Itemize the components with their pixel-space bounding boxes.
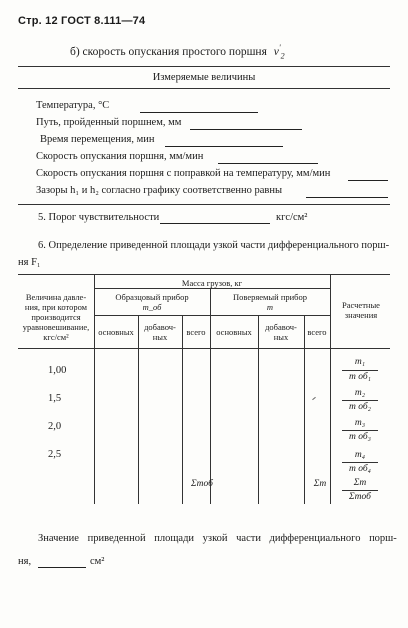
measured-row-gaps: Зазоры h₁ и h₂ согласно графику соответственно равны bbox=[36, 185, 283, 196]
footer-line1: Значение приведенной площади узкой части дифференциального порш- bbox=[38, 533, 397, 544]
sub-add-ref: добавоч- ных bbox=[144, 322, 176, 342]
pressure-3: 2,0 bbox=[48, 421, 62, 432]
vline-4 bbox=[210, 288, 211, 504]
header-test: Поверяемый прибор bbox=[233, 292, 307, 302]
calc-1-num: m₁ bbox=[354, 357, 366, 367]
sum-ref: Σmоб bbox=[191, 479, 213, 489]
page-header: Стр. 12 ГОСТ 8.111—74 bbox=[18, 15, 146, 27]
vline-5 bbox=[258, 315, 259, 504]
pressure-1: 1,00 bbox=[48, 365, 67, 376]
section-6-cont: ня F₁ bbox=[18, 257, 41, 268]
stray-mark bbox=[312, 397, 316, 400]
footer-unit: см² bbox=[90, 556, 105, 567]
section-5 bbox=[38, 212, 159, 223]
rule-under-title bbox=[18, 88, 390, 89]
header-ref: Образцовый прибор bbox=[115, 292, 189, 302]
section-6b bbox=[70, 43, 285, 60]
calc-4-den: m об₄ bbox=[349, 464, 371, 474]
calc-3-bar bbox=[342, 430, 378, 431]
calc-2-bar bbox=[342, 400, 378, 401]
rule-bottom bbox=[18, 204, 390, 205]
section-5-label: 5. Порог чувствительности bbox=[38, 212, 160, 223]
sum-calc-bar bbox=[342, 490, 378, 491]
header-mass: Масса грузов, кг bbox=[181, 278, 243, 288]
blank-gaps[interactable] bbox=[306, 197, 388, 198]
sub-main-ref: основных bbox=[98, 327, 134, 337]
sum-calc-num: Σm bbox=[353, 478, 367, 488]
measured-row-speed: Скорость опускания поршня, мм/мин bbox=[36, 151, 204, 162]
footer-line2: ня, bbox=[18, 556, 32, 567]
rule-top bbox=[18, 66, 390, 67]
blank-speed[interactable] bbox=[218, 163, 318, 164]
header-pressure: Величина давле- ния, при котором производится уравновешивание, кгс/см² bbox=[22, 292, 90, 342]
calc-3-den: m об₃ bbox=[349, 432, 371, 442]
vline-6 bbox=[304, 315, 305, 504]
velocity-symbol-sub: 2 bbox=[280, 51, 285, 61]
calc-2-den: m об₂ bbox=[349, 402, 371, 412]
header-calc: Расчетные значения bbox=[342, 300, 380, 320]
sub-total-test: всего bbox=[307, 327, 327, 337]
sum-calc-den: Σmоб bbox=[349, 492, 371, 502]
measured-row-path: Путь, пройденный поршнем, мм bbox=[36, 117, 182, 128]
calc-2-num: m₂ bbox=[354, 388, 366, 398]
calc-1-bar bbox=[342, 370, 378, 371]
pressure-4: 2,5 bbox=[48, 449, 62, 460]
blank-time[interactable] bbox=[165, 146, 283, 147]
measured-row-time: Время перемещения, мин bbox=[40, 134, 155, 145]
section-6b-label: б) скорость опускания простого поршня bbox=[70, 45, 267, 58]
table-top bbox=[18, 274, 390, 275]
blank-threshold[interactable] bbox=[160, 223, 270, 224]
blank-area[interactable] bbox=[38, 567, 86, 568]
table-header-bottom bbox=[18, 348, 390, 349]
sum-test: Σm bbox=[313, 479, 327, 489]
section-6: 6. Определение приведенной площади узкой части дифференциального порш- bbox=[38, 240, 390, 251]
blank-speed-corrected[interactable] bbox=[348, 180, 388, 181]
vline-2 bbox=[138, 315, 139, 504]
sub-main-test: основных bbox=[216, 327, 252, 337]
sub-total-ref: всего bbox=[186, 327, 206, 337]
pressure-2: 1,5 bbox=[48, 393, 62, 404]
velocity-symbol-sup: ' bbox=[278, 43, 281, 52]
header-test-sym: m bbox=[266, 302, 274, 312]
velocity-symbol bbox=[273, 43, 285, 61]
table-group-under bbox=[94, 315, 330, 316]
blank-temperature[interactable] bbox=[140, 112, 258, 113]
section-5-unit: кгс/см² bbox=[276, 212, 308, 223]
calc-4-bar bbox=[342, 462, 378, 463]
sub-add-test: добавоч- ных bbox=[265, 322, 297, 342]
blank-path[interactable] bbox=[190, 129, 302, 130]
measured-row-temperature: Температура, °С bbox=[36, 100, 110, 111]
calc-3-num: m₃ bbox=[354, 418, 366, 428]
calc-4-num: m₄ bbox=[354, 450, 366, 460]
table-mass-under bbox=[94, 288, 330, 289]
vline-7 bbox=[330, 274, 331, 504]
header-ref-sym: m_об bbox=[142, 302, 162, 312]
velocity-symbol-letter: v bbox=[273, 45, 279, 58]
vline-3 bbox=[182, 315, 183, 504]
measured-row-speed-corrected: Скорость опускания поршня с поправкой на температуру, мм/мин bbox=[36, 168, 331, 179]
measured-title: Измеряемые величины bbox=[152, 72, 256, 83]
calc-1-den: m об₁ bbox=[349, 372, 371, 382]
